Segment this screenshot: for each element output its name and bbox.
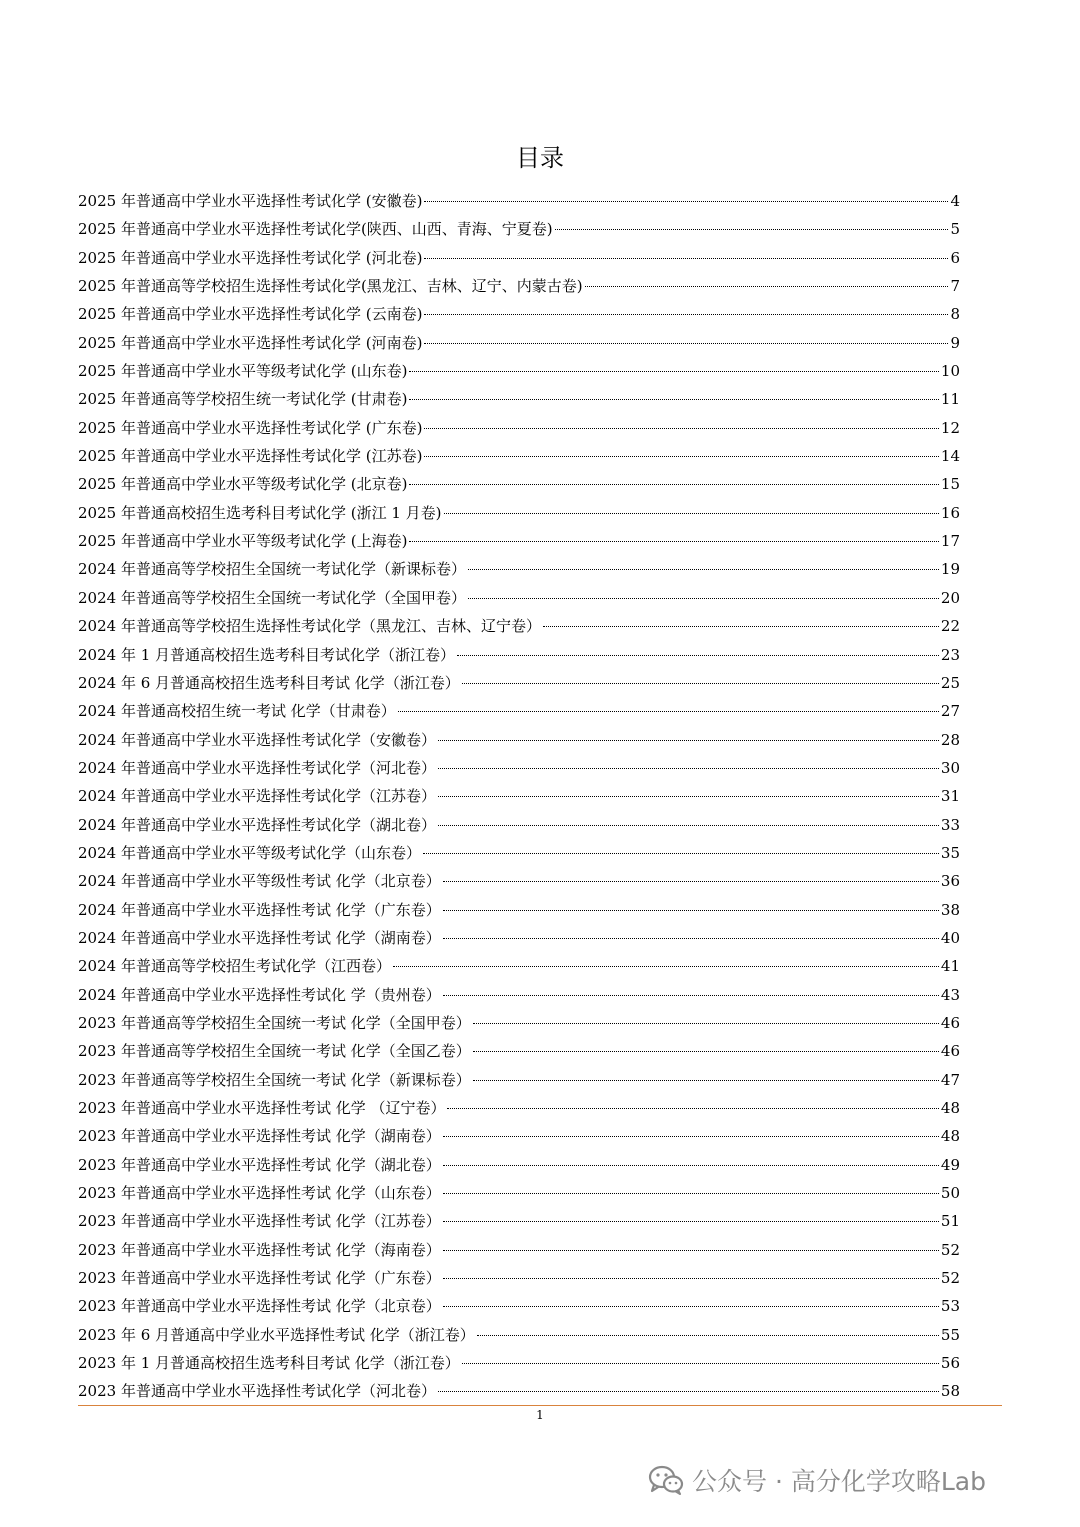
toc-entry-label: 2024 年普通高中学业水平选择性考试化 学（贵州卷） — [78, 985, 441, 1004]
toc-dot-leader — [438, 1390, 939, 1392]
toc-entry-page: 10 — [940, 362, 960, 381]
toc-entry-label: 2025 年普通高中学业水平等级考试化学 (北京卷) — [78, 475, 408, 494]
toc-dot-leader — [443, 994, 939, 996]
toc-entry[interactable] — [78, 357, 960, 385]
toc-entry-label: 2024 年普通高等学校招生考试化学（江西卷） — [78, 957, 391, 976]
toc-entry[interactable] — [78, 1264, 960, 1292]
toc-dot-leader — [424, 313, 948, 315]
toc-entry[interactable] — [78, 726, 960, 754]
toc-entry-label: 2024 年普通高校招生统一考试 化学（甘肃卷） — [78, 702, 396, 721]
toc-entry-label: 2023 年 6 月普通高中学业水平选择性考试 化学（浙江卷） — [78, 1325, 475, 1344]
toc-entry-label: 2023 年普通高中学业水平选择性考试 化学（江苏卷） — [78, 1212, 441, 1231]
toc-entry-page: 52 — [940, 1240, 960, 1259]
toc-dot-leader — [443, 909, 939, 911]
toc-dot-leader — [555, 228, 949, 230]
toc-dot-leader — [443, 880, 939, 882]
toc-entry-page: 27 — [940, 702, 960, 721]
toc-entry[interactable] — [78, 470, 960, 498]
toc-entry-label: 2024 年普通高中学业水平选择性考试化学（安徽卷） — [78, 730, 436, 749]
toc-entry[interactable] — [78, 187, 960, 215]
toc-entry[interactable] — [78, 1037, 960, 1065]
toc-entry[interactable] — [78, 555, 960, 583]
toc-entry-label: 2024 年普通高等学校招生全国统一考试化学（全国甲卷） — [78, 588, 466, 607]
toc-entry-page: 8 — [950, 305, 960, 324]
toc-entry[interactable] — [78, 839, 960, 867]
toc-dot-leader — [423, 852, 939, 854]
toc-dot-leader — [443, 1249, 939, 1251]
toc-entry[interactable] — [78, 754, 960, 782]
watermark — [648, 1460, 986, 1500]
toc-dot-leader — [424, 200, 948, 202]
toc-entry-page: 11 — [940, 390, 960, 409]
toc-entry[interactable] — [78, 1321, 960, 1349]
toc-entry-page: 43 — [940, 985, 960, 1004]
toc-entry-label: 2023 年普通高中学业水平选择性考试 化学（山东卷） — [78, 1184, 441, 1203]
watermark-text: 公众号 · 高分化学攻略Lab — [692, 1467, 986, 1496]
toc-entry-label: 2024 年普通高中学业水平选择性考试 化学（广东卷） — [78, 900, 441, 919]
toc-dot-leader — [473, 1079, 939, 1081]
toc-dot-leader — [473, 1022, 939, 1024]
toc-dot-leader — [424, 427, 938, 429]
wechat-icon — [648, 1465, 684, 1495]
toc-entry-page: 12 — [940, 418, 960, 437]
toc-entry[interactable] — [78, 385, 960, 413]
toc-entry[interactable] — [78, 329, 960, 357]
toc-entry-page: 46 — [940, 1013, 960, 1032]
toc-entry[interactable] — [78, 499, 960, 527]
toc-entry[interactable] — [78, 300, 960, 328]
toc-dot-leader — [468, 568, 939, 570]
toc-entry[interactable] — [78, 1349, 960, 1377]
toc-entry-label: 2024 年普通高中学业水平选择性考试 化学（湖南卷） — [78, 928, 441, 947]
toc-dot-leader — [438, 824, 939, 826]
toc-entry-page: 33 — [940, 815, 960, 834]
toc-entry-page: 55 — [940, 1325, 960, 1344]
toc-entry[interactable] — [78, 1094, 960, 1122]
toc-entry[interactable] — [78, 1377, 960, 1405]
toc-entry-page: 38 — [940, 900, 960, 919]
toc-entry-label: 2025 年普通高中学业水平选择性考试化学 (广东卷) — [78, 418, 423, 437]
toc-entry-label: 2025 年普通高中学业水平选择性考试化学 (安徽卷) — [78, 192, 423, 210]
toc-entry-page: 53 — [940, 1297, 960, 1316]
toc-entry-label: 2025 年普通高中学业水平等级考试化学 (山东卷) — [78, 362, 408, 381]
toc-entry-label: 2023 年 1 月普通高校招生选考科目考试 化学（浙江卷） — [78, 1354, 460, 1373]
toc-entry-label: 2023 年普通高中学业水平选择性考试 化学（湖南卷） — [78, 1127, 441, 1146]
toc-entry[interactable] — [78, 782, 960, 810]
toc-entry-page: 9 — [950, 333, 960, 352]
toc-entry-page: 52 — [940, 1269, 960, 1288]
toc-entry[interactable] — [78, 1207, 960, 1235]
page-title: 目录 — [516, 144, 564, 172]
toc-dot-leader — [543, 625, 939, 627]
toc-entry-page: 56 — [940, 1354, 960, 1373]
toc-entry-page: 19 — [940, 560, 960, 579]
table-of-contents — [78, 187, 960, 1406]
toc-entry[interactable] — [78, 414, 960, 442]
toc-dot-leader — [473, 1050, 939, 1052]
toc-entry-page: 46 — [940, 1042, 960, 1061]
toc-entry-page: 4 — [950, 192, 960, 210]
toc-entry-page: 17 — [940, 532, 960, 551]
toc-entry-label: 2023 年普通高中学业水平选择性考试 化学 （辽宁卷） — [78, 1099, 446, 1117]
toc-entry-page: 14 — [940, 447, 960, 466]
toc-dot-leader — [443, 1164, 939, 1166]
toc-dot-leader — [468, 597, 939, 599]
toc-entry-label: 2023 年普通高中学业水平选择性考试 化学（海南卷） — [78, 1240, 441, 1259]
toc-entry[interactable] — [78, 1179, 960, 1207]
toc-entry-label: 2023 年普通高中学业水平选择性考试 化学（广东卷） — [78, 1269, 441, 1288]
toc-dot-leader — [462, 682, 939, 684]
toc-entry-page: 5 — [950, 220, 960, 239]
toc-entry[interactable] — [78, 1236, 960, 1264]
toc-entry[interactable] — [78, 952, 960, 980]
toc-entry-label: 2025 年普通高等学校招生选择性考试化学(黑龙江、吉林、辽宁、内蒙古卷) — [78, 277, 583, 296]
toc-entry[interactable] — [78, 896, 960, 924]
toc-entry-page: 6 — [950, 248, 960, 267]
toc-dot-leader — [444, 512, 939, 514]
toc-entry[interactable] — [78, 924, 960, 952]
toc-dot-leader — [438, 795, 939, 797]
toc-entry-page: 31 — [940, 787, 960, 806]
toc-dot-leader — [443, 1135, 939, 1137]
toc-entry[interactable] — [78, 697, 960, 725]
toc-entry-page: 49 — [940, 1155, 960, 1174]
toc-entry-page: 35 — [940, 843, 960, 862]
toc-entry-label: 2024 年普通高中学业水平选择性考试化学（湖北卷） — [78, 815, 436, 834]
toc-entry-label: 2025 年普通高中学业水平选择性考试化学 (河北卷) — [78, 248, 423, 267]
toc-entry-page: 30 — [940, 758, 960, 777]
toc-entry[interactable] — [78, 811, 960, 839]
toc-entry-page: 50 — [940, 1184, 960, 1203]
toc-entry-label: 2025 年普通高中学业水平选择性考试化学(陕西、山西、青海、宁夏卷) — [78, 220, 553, 239]
toc-entry-page: 7 — [950, 277, 960, 296]
toc-entry-label: 2023 年普通高等学校招生全国统一考试 化学（全国甲卷） — [78, 1013, 471, 1032]
toc-dot-leader — [424, 342, 948, 344]
toc-dot-leader — [585, 285, 949, 287]
toc-dot-leader — [447, 1107, 938, 1109]
toc-entry[interactable] — [78, 584, 960, 612]
toc-entry[interactable] — [78, 1151, 960, 1179]
toc-entry-label: 2024 年普通高中学业水平等级考试化学（山东卷） — [78, 843, 421, 862]
toc-entry-page: 41 — [940, 957, 960, 976]
toc-dot-leader — [438, 739, 939, 741]
toc-entry-label: 2025 年普通高中学业水平选择性考试化学 (河南卷) — [78, 333, 423, 352]
page-number: 1 — [536, 1408, 544, 1422]
toc-entry-page: 22 — [940, 617, 960, 636]
toc-entry-label: 2024 年普通高中学业水平等级性考试 化学（北京卷） — [78, 872, 441, 891]
toc-entry-page: 48 — [940, 1099, 960, 1117]
toc-entry[interactable] — [78, 527, 960, 555]
toc-dot-leader — [424, 455, 938, 457]
toc-entry-page: 15 — [940, 475, 960, 494]
toc-entry-label: 2023 年普通高中学业水平选择性考试 化学（湖北卷） — [78, 1155, 441, 1174]
toc-entry-label: 2023 年普通高中学业水平选择性考试化学（河北卷） — [78, 1382, 436, 1401]
toc-entry-page: 25 — [940, 673, 960, 692]
toc-entry-label: 2024 年普通高中学业水平选择性考试化学（河北卷） — [78, 758, 436, 777]
toc-entry-page: 47 — [940, 1070, 960, 1089]
toc-dot-leader — [424, 257, 948, 259]
toc-entry-label: 2024 年 1 月普通高校招生选考科目考试化学（浙江卷） — [78, 645, 456, 664]
toc-dot-leader — [393, 965, 939, 967]
toc-entry[interactable] — [78, 442, 960, 470]
toc-entry-page: 36 — [940, 872, 960, 891]
toc-entry-label: 2024 年普通高中学业水平选择性考试化学（江苏卷） — [78, 787, 436, 806]
toc-entry-page: 16 — [940, 503, 960, 522]
toc-dot-leader — [477, 1334, 939, 1336]
toc-entry-page: 58 — [940, 1382, 960, 1401]
toc-entry[interactable] — [78, 1066, 960, 1094]
toc-dot-leader — [409, 540, 938, 542]
toc-entry-label: 2024 年普通高等学校招生全国统一考试化学（新课标卷） — [78, 560, 466, 579]
toc-entry-page: 40 — [940, 928, 960, 947]
toc-dot-leader — [443, 1277, 939, 1279]
toc-entry-page: 23 — [940, 645, 960, 664]
toc-entry-page: 48 — [940, 1127, 960, 1146]
toc-dot-leader — [443, 1220, 939, 1222]
toc-entry[interactable] — [78, 981, 960, 1009]
toc-entry[interactable] — [78, 244, 960, 272]
toc-entry[interactable] — [78, 612, 960, 640]
toc-entry-label: 2025 年普通高中学业水平选择性考试化学 (云南卷) — [78, 305, 423, 324]
toc-entry[interactable] — [78, 669, 960, 697]
toc-dot-leader — [462, 1362, 939, 1364]
toc-entry-label: 2024 年 6 月普通高校招生选考科目考试 化学（浙江卷） — [78, 673, 460, 692]
toc-entry-label: 2025 年普通高中学业水平选择性考试化学 (江苏卷) — [78, 447, 423, 466]
toc-entry-label: 2024 年普通高等学校招生选择性考试化学（黑龙江、吉林、辽宁卷） — [78, 617, 541, 636]
toc-dot-leader — [409, 370, 938, 372]
toc-entry-label: 2023 年普通高等学校招生全国统一考试 化学（全国乙卷） — [78, 1042, 471, 1061]
toc-entry[interactable] — [78, 1009, 960, 1037]
toc-entry[interactable] — [78, 215, 960, 243]
toc-entry-page: 28 — [940, 730, 960, 749]
toc-entry-label: 2025 年普通高等学校招生统一考试化学 (甘肃卷) — [78, 390, 408, 409]
toc-entry-label: 2025 年普通高中学业水平等级考试化学 (上海卷) — [78, 532, 408, 551]
toc-entry[interactable] — [78, 272, 960, 300]
toc-entry[interactable] — [78, 867, 960, 895]
toc-entry[interactable] — [78, 1122, 960, 1150]
toc-entry-label: 2023 年普通高中学业水平选择性考试 化学（北京卷） — [78, 1297, 441, 1316]
toc-entry-label: 2023 年普通高等学校招生全国统一考试 化学（新课标卷） — [78, 1070, 471, 1089]
toc-dot-leader — [409, 483, 938, 485]
toc-entry-page: 20 — [940, 588, 960, 607]
toc-dot-leader — [443, 1192, 939, 1194]
toc-dot-leader — [457, 654, 939, 656]
toc-dot-leader — [443, 1305, 939, 1307]
toc-dot-leader — [398, 710, 939, 712]
toc-entry-page: 51 — [940, 1212, 960, 1231]
toc-dot-leader — [438, 767, 939, 769]
toc-dot-leader — [409, 398, 938, 400]
toc-dot-leader — [443, 937, 939, 939]
toc-entry-label: 2025 年普通高校招生选考科目考试化学 (浙江 1 月卷) — [78, 503, 442, 522]
toc-entry[interactable] — [78, 641, 960, 669]
toc-entry[interactable] — [78, 1292, 960, 1320]
